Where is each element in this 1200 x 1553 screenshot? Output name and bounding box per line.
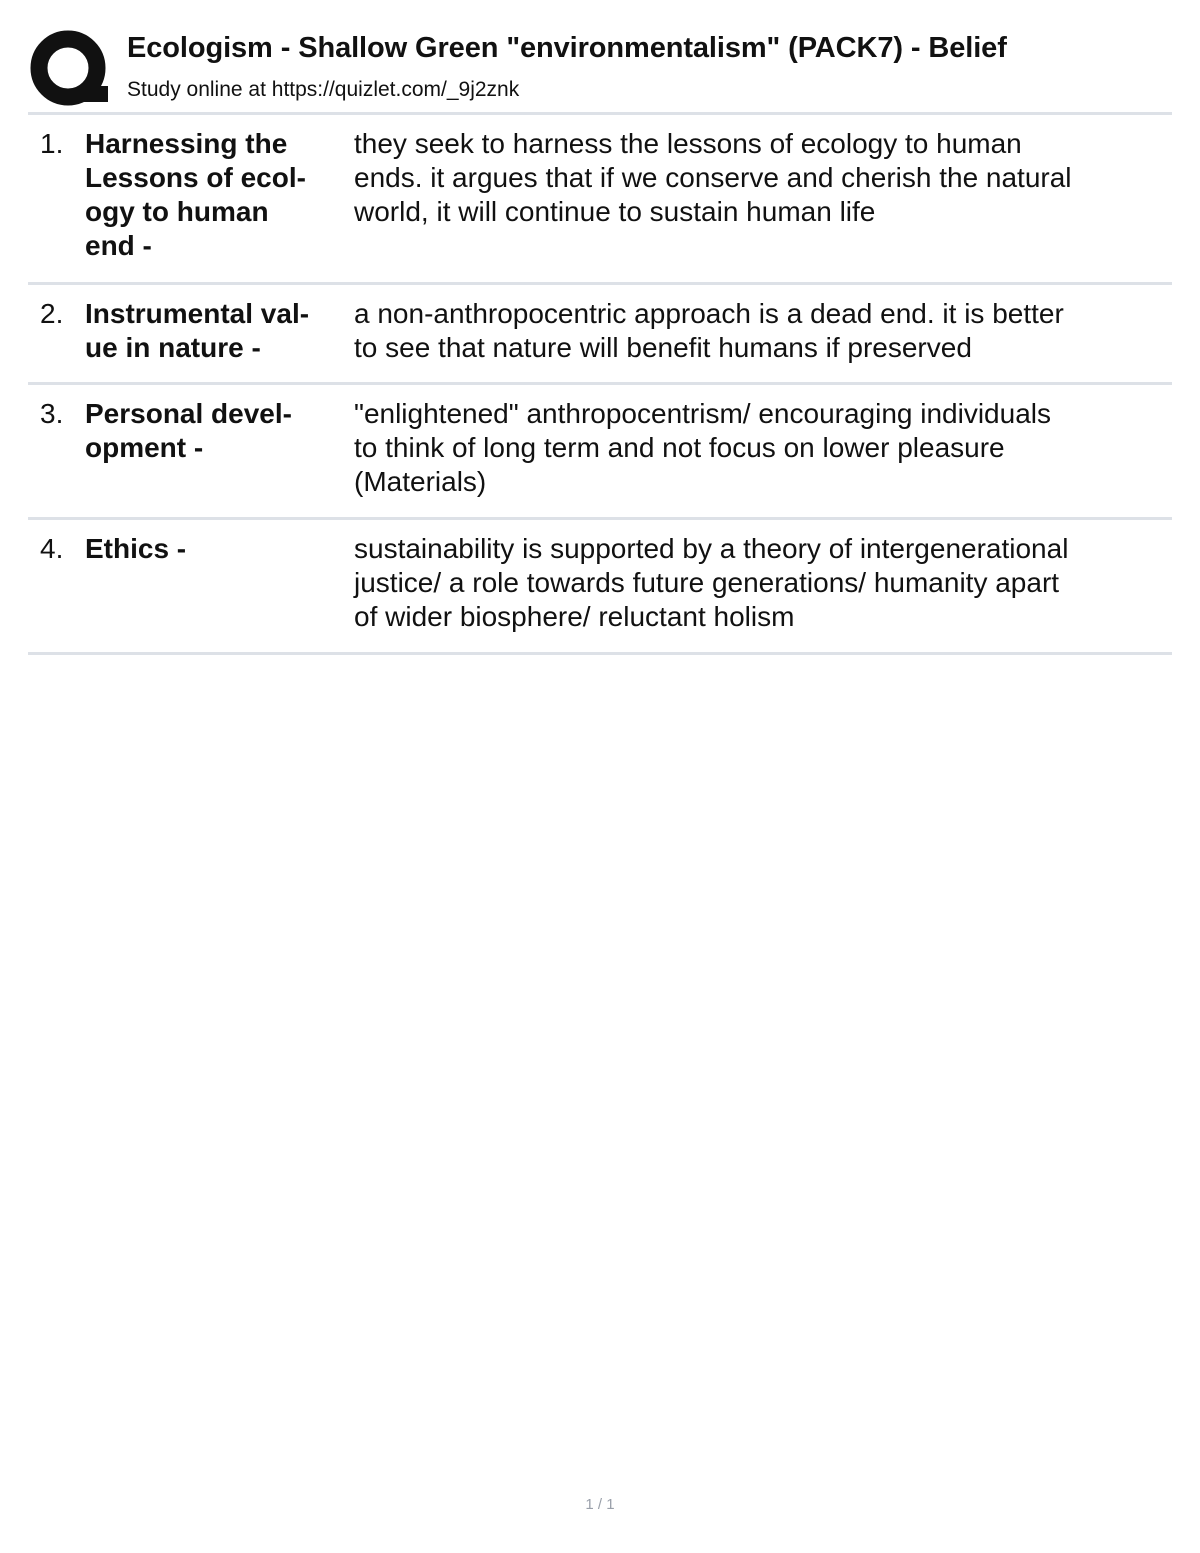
card-definition: "enlightened" anthropocentrism/ encouraging individuals to think of long term and not focus on lower pleasure (Materials) bbox=[354, 398, 1051, 497]
card-definition: sustainability is supported by a theory of intergenerational justice/ a role towards future generations/ humanity apart of wider biosphere/ reluctant holism bbox=[354, 533, 1069, 632]
card-definition: a non-anthropocentric approach is a dead end. it is better to see that nature will benefit humans if preserved bbox=[354, 298, 1064, 363]
card-term: Personal devel- opment - bbox=[85, 398, 292, 463]
card-definition: they seek to harness the lessons of ecology to human ends. it argues that if we conserve and cherish the natural world, it will continue to sustain human life bbox=[354, 128, 1072, 227]
flashcard-list bbox=[28, 115, 1172, 655]
card-term: Harnessing the Lessons of ecol- ogy to human end - bbox=[85, 128, 306, 261]
card-term: Ethics - bbox=[85, 533, 187, 564]
document-header bbox=[28, 26, 1172, 112]
card-row bbox=[28, 285, 1172, 385]
document-title: Ecologism - Shallow Green "environmentalism" (PACK7) - Belief bbox=[127, 32, 1007, 64]
card-row bbox=[28, 385, 1172, 520]
card-number: 1. bbox=[40, 128, 64, 159]
card-row bbox=[28, 520, 1172, 655]
card-number: 3. bbox=[40, 398, 64, 429]
card-term: Instrumental val- ue in nature - bbox=[85, 298, 310, 363]
quizlet-logo-icon bbox=[30, 30, 110, 110]
page-indicator: 1 / 1 bbox=[585, 1496, 615, 1513]
card-number: 2. bbox=[40, 298, 64, 329]
card-number: 4. bbox=[40, 533, 64, 564]
study-online-link[interactable]: Study online at https://quizlet.com/_9j2znk bbox=[127, 78, 520, 101]
card-row bbox=[28, 115, 1172, 285]
